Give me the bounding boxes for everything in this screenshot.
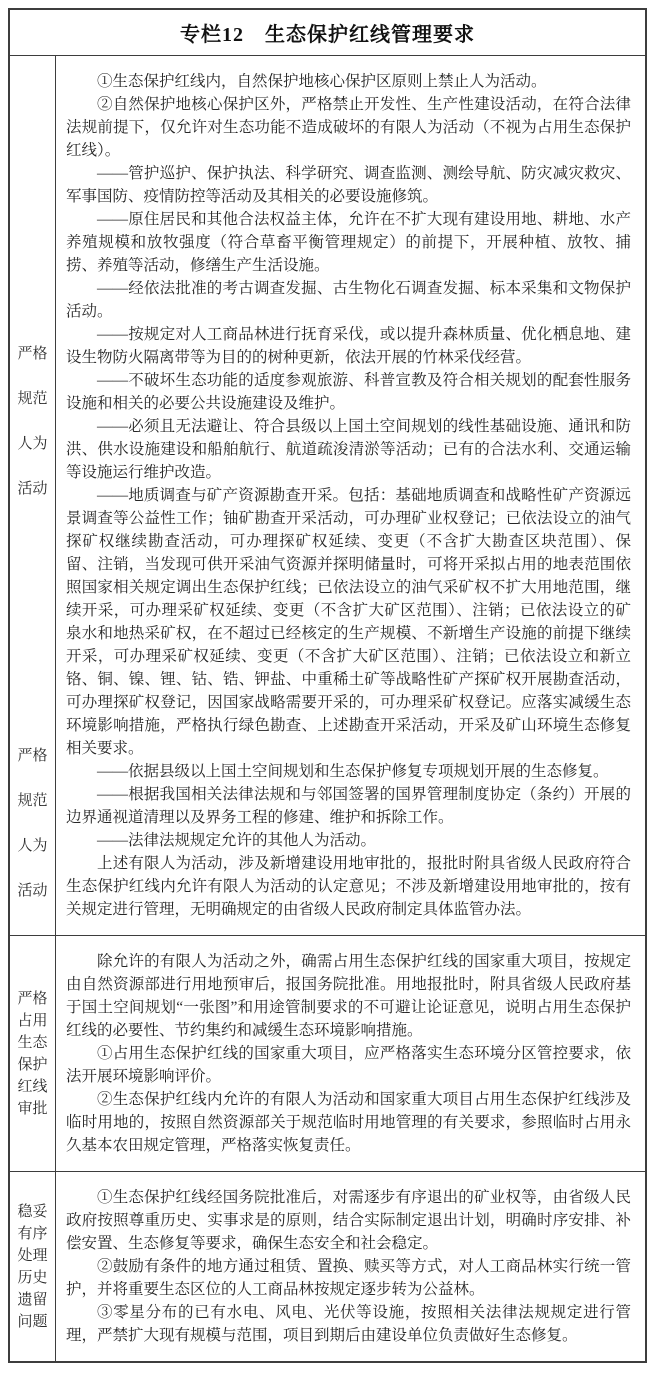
row-content-cell [56,936,645,1171]
content-paragraph: ①生态保护红线内，自然保护地核心保护区原则上禁止人为活动。 [97,73,547,90]
content-paragraph: ②生态保护红线内允许的有限人为活动和国家重大项目占用生态保护红线涉及临时用地的，按照自然资源部关于规范临时用地管理的有关要求，参照临时占用永久基本农田规定管理，严格落实恢复责任。 [66,1091,631,1154]
table-body [10,56,645,1361]
row-content-cell [56,1172,645,1361]
content-paragraph: ①生态保护红线经国务院批准后，对需逐步有序退出的矿业权等，由省级人民政府按照尊重历史、实事求是的原则，结合实际制定退出计划，明确时序安排、补偿安置、生态修复等要求，确保生态安全和社会稳定。 [66,1189,631,1252]
content-paragraph: ——根据我国相关法律法规和与邻国签署的国界管理制度协定（条约）开展的边界通视道清理以及界务工程的修建、维护和拆除工作。 [66,786,631,826]
row-label: 严格规范人为活动 [17,748,48,899]
content-paragraph: ——必须且无法避让、符合县级以上国土空间规划的线性基础设施、通讯和防洪、供水设施建设和船舶航行、航道疏浚清淤等活动；已有的合法水利、交通运输等设施运行维护改造。 [66,418,631,481]
content-paragraph: ②鼓励有条件的地方通过租赁、置换、赎买等方式，对人工商品林实行统一管护，并将重要生态区位的人工商品林按规定逐步转为公益林。 [66,1258,631,1298]
content-paragraph: ——依据县级以上国土空间规划和生态保护修复专项规划开展的生态修复。 [97,763,609,780]
row-label: 稳妥有序处理历史遗留问题 [17,1203,48,1330]
content-paragraph: 上述有限人为活动，涉及新增建设用地审批的，报批时附具省级人民政府符合生态保护红线内允许有限人为活动的认定意见；不涉及新增建设用地审批的，按有关规定进行管理，无明确规定的由省级人民政府制定具体监管办法。 [66,855,631,918]
content-paragraph: ——管护巡护、保护执法、科学研究、调查监测、测绘导航、防灾减灾救灾、军事国防、疫情防控等活动及其相关的必要设施修筑。 [66,165,631,205]
row-content-cell [56,56,645,935]
row-label-cell [10,56,56,935]
table-row [10,1172,645,1361]
column-12-table [8,8,647,1363]
row-label: 严格规范人为活动 [17,346,48,497]
content-paragraph: ①占用生态保护红线的国家重大项目，应严格落实生态环境分区管控要求，依法开展环境影响评价。 [66,1045,631,1085]
row-label: 严格占用生态保护红线审批 [17,990,48,1117]
content-paragraph: ③零星分布的已有水电、风电、光伏等设施，按照相关法律法规规定进行管理，严禁扩大现有规模与范围，项目到期后由建设单位负责做好生态修复。 [66,1304,631,1344]
content-paragraph: ——地质调查与矿产资源勘查开采。包括：基础地质调查和战略性矿产资源远景调查等公益性工作；铀矿勘查开采活动，可办理矿业权登记；已依法设立的油气探矿权继续勘查活动，可办理探矿权延续、变更（不含扩大勘查区块范围）、保留、注销，当发现可供开采油气资源并探明储量时，可将开采拟占用的地表范围依照国家相关规定调出生态保护红线；已依法设立的油气采矿权不扩大用地范围，继续开采，可办理采矿权延续、变更（不含扩大矿区范围）、注销；已依法设立的矿泉水和地热采矿权，在不超过已经核定的生产规模、不新增生产设施的前提下继续开采，可办理采矿权延续、变更（不含扩大矿区范围）、注销；已依法设立和新立铬、铜、镍、锂、钴、锆、钾盐、中重稀土矿等战略性矿产探矿权开展勘查活动，可办理探矿权登记，因国家战略需要开采的，可办理采矿权登记。应落实减缓生态环境影响措施，严格执行绿色勘查、上述勘查开采活动，开采及矿山环境生态修复相关要求。 [66,487,631,757]
table-title: 专栏12 生态保护红线管理要求 [10,10,645,56]
table-row [10,936,645,1172]
row-label-cell [10,1172,56,1361]
content-paragraph: ——按规定对人工商品林进行抚育采伐，或以提升森林质量、优化栖息地、建设生物防火隔离带等为目的的树种更新，依法开展的竹林采伐经营。 [66,326,631,366]
content-paragraph: ②自然保护地核心保护区外，严格禁止开发性、生产性建设活动，在符合法律法规前提下，仅允许对生态功能不造成破坏的有限人为活动（不视为占用生态保护红线）。 [66,96,631,159]
content-paragraph: ——不破坏生态功能的适度参观旅游、科普宣教及符合相关规划的配套性服务设施和相关的必要公共设施建设及维护。 [66,372,631,412]
content-paragraph: ——法律法规规定允许的其他人为活动。 [97,832,377,849]
content-paragraph: 除允许的有限人为活动之外，确需占用生态保护红线的国家重大项目，按规定由自然资源部进行用地预审后，报国务院批准。用地报批时，附具省级人民政府基于国土空间规划“一张图”和用途管制要求的不可避让论证意见，说明占用生态保护红线的必要性、节约集约和减缓生态环境影响措施。 [66,953,631,1039]
row-label-cell [10,936,56,1171]
content-paragraph: ——原住居民和其他合法权益主体，允许在不扩大现有建设用地、耕地、水产养殖规模和放牧强度（符合草畜平衡管理规定）的前提下，开展种植、放牧、捕捞、养殖等活动，修缮生产生活设施。 [66,211,631,274]
table-row [10,56,645,936]
content-paragraph: ——经依法批准的考古调查发掘、古生物化石调查发掘、标本采集和文物保护活动。 [66,280,631,320]
